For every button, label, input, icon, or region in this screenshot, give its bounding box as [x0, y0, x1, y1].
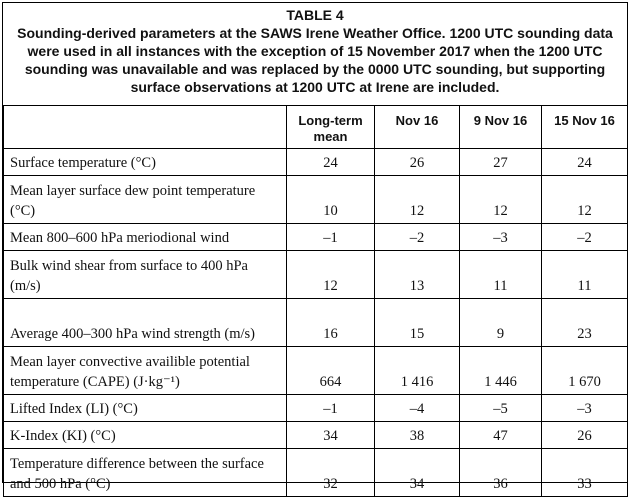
table-cell: 23 [542, 299, 628, 347]
table-row [4, 299, 628, 347]
row-label: Surface temperature (°C) [4, 149, 287, 176]
table-cell: 11 [460, 251, 542, 299]
table-cell: 38 [375, 422, 460, 449]
table-cell: 664 [287, 347, 375, 395]
row-label: Bulk wind shear from surface to 400 hPa (m/s) [4, 251, 287, 299]
row-label: Average 400–300 hPa wind strength (m/s) [4, 299, 287, 347]
table-cell: 32 [287, 449, 375, 497]
table-row [4, 224, 628, 251]
header-row [4, 106, 628, 149]
table-cell: 33 [542, 449, 628, 497]
data-table [3, 105, 628, 497]
table-cell: 36 [460, 449, 542, 497]
table-cell: 26 [375, 149, 460, 176]
table-cell: 1 670 [542, 347, 628, 395]
table-cell: 12 [542, 176, 628, 224]
column-header-15-nov-16: 15 Nov 16 [542, 106, 628, 149]
table-caption [3, 3, 627, 105]
table-cell: 1 416 [375, 347, 460, 395]
table-row [4, 422, 628, 449]
table-cell: 24 [287, 149, 375, 176]
table-row [4, 449, 628, 497]
table-row [4, 176, 628, 224]
row-label: Mean layer convective availible potential temperature (CAPE) (J·kg⁻¹) [4, 347, 287, 395]
table-cell: –1 [287, 224, 375, 251]
row-label: Mean 800–600 hPa meriodional wind [4, 224, 287, 251]
table-cell: 12 [375, 176, 460, 224]
row-label: Mean layer surface dew point temperature (°C) [4, 176, 287, 224]
table-row [4, 149, 628, 176]
table-cell: 47 [460, 422, 542, 449]
table-cell: 1 446 [460, 347, 542, 395]
row-label: K-Index (KI) (°C) [4, 422, 287, 449]
table-cell: 27 [460, 149, 542, 176]
table-cell: 13 [375, 251, 460, 299]
table-cell: 10 [287, 176, 375, 224]
table-cell: 34 [287, 422, 375, 449]
row-label: Lifted Index (LI) (°C) [4, 395, 287, 422]
table-cell: 12 [287, 251, 375, 299]
table-cell: –5 [460, 395, 542, 422]
table-cell: –2 [375, 224, 460, 251]
table-cell: 26 [542, 422, 628, 449]
table-cell: 12 [460, 176, 542, 224]
table-row [4, 347, 628, 395]
table-cell: 15 [375, 299, 460, 347]
table-cell: –2 [542, 224, 628, 251]
table-cell: 9 [460, 299, 542, 347]
row-label: Temperature difference between the surface and 500 hPa (°C) [4, 449, 287, 497]
table-row [4, 395, 628, 422]
table-cell: 11 [542, 251, 628, 299]
column-header-parameter [4, 106, 287, 149]
table-number: TABLE 4 [286, 7, 344, 23]
table-cell: –3 [542, 395, 628, 422]
table-cell: 34 [375, 449, 460, 497]
table-cell: –1 [287, 395, 375, 422]
caption-text: Sounding-derived parameters at the SAWS Irene Weather Office. 1200 UTC sounding data were used in all instances with the exception of 15 November 2017 when the 1200 UTC sounding was unavailable and was replaced by the 0000 UTC sounding, but supporting surface observations at 1200 UTC at Irene are included. [17, 25, 613, 95]
table-cell: –4 [375, 395, 460, 422]
table-cell: –3 [460, 224, 542, 251]
table-cell: 16 [287, 299, 375, 347]
table-cell: 24 [542, 149, 628, 176]
column-header-long-term-mean: Long-term mean [287, 106, 375, 149]
table-row [4, 251, 628, 299]
column-header-9-nov-16: 9 Nov 16 [460, 106, 542, 149]
column-header-nov-16: Nov 16 [375, 106, 460, 149]
